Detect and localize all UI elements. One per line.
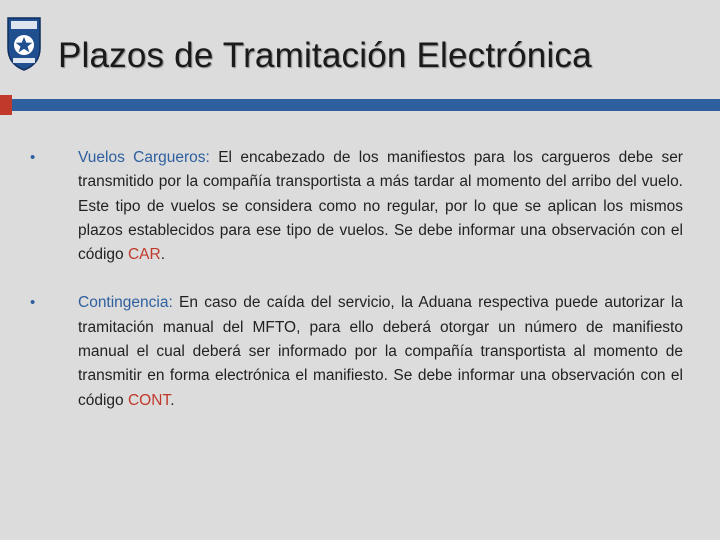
bullet-end: . xyxy=(160,246,166,264)
bullet-code: CAR xyxy=(127,246,161,264)
bullet-term: Vuelos Cargueros: xyxy=(78,149,210,166)
bullet-body: En caso de caída del servicio, la Aduana respectiva puede autorizar la tramitación manual del MFTO, para ello deberá otorgar un número de manifiesto manual el cual deberá ser informado por la compañía transportista al momento de transmitir en forma electrónica el manifiesto. Se debe informar una observación con el código xyxy=(78,294,683,409)
bullet-list xyxy=(30,146,683,413)
star-shield-icon xyxy=(4,14,44,72)
agency-logo xyxy=(4,14,44,72)
bullet-item-contingency xyxy=(30,291,683,412)
bullet-text xyxy=(78,146,683,267)
bullet-body: El encabezado de los manifiestos para los cargueros debe ser transmitido por la compañía transportista a más tardar al momento del arribo del vuelo. Este tipo de vuelos se considera como no regular, por lo que se aplican los mismos plazos establecidos para ese tipo de vuelos. Se debe informar una observación con el código xyxy=(78,149,683,264)
bullet-text xyxy=(78,291,683,412)
slide-title: Plazos de Tramitación Electrónica xyxy=(58,36,592,75)
bullet-item-cargo-flights xyxy=(30,146,683,267)
bullet-term: Contingencia: xyxy=(78,294,173,312)
bullet-code: CONT xyxy=(127,391,171,409)
bullet-dot-icon: • xyxy=(30,149,36,166)
title-accent-red xyxy=(0,95,12,115)
bullet-end: . xyxy=(170,391,175,409)
title-underline-bar xyxy=(12,99,720,111)
bullet-dot-icon: • xyxy=(30,294,36,312)
